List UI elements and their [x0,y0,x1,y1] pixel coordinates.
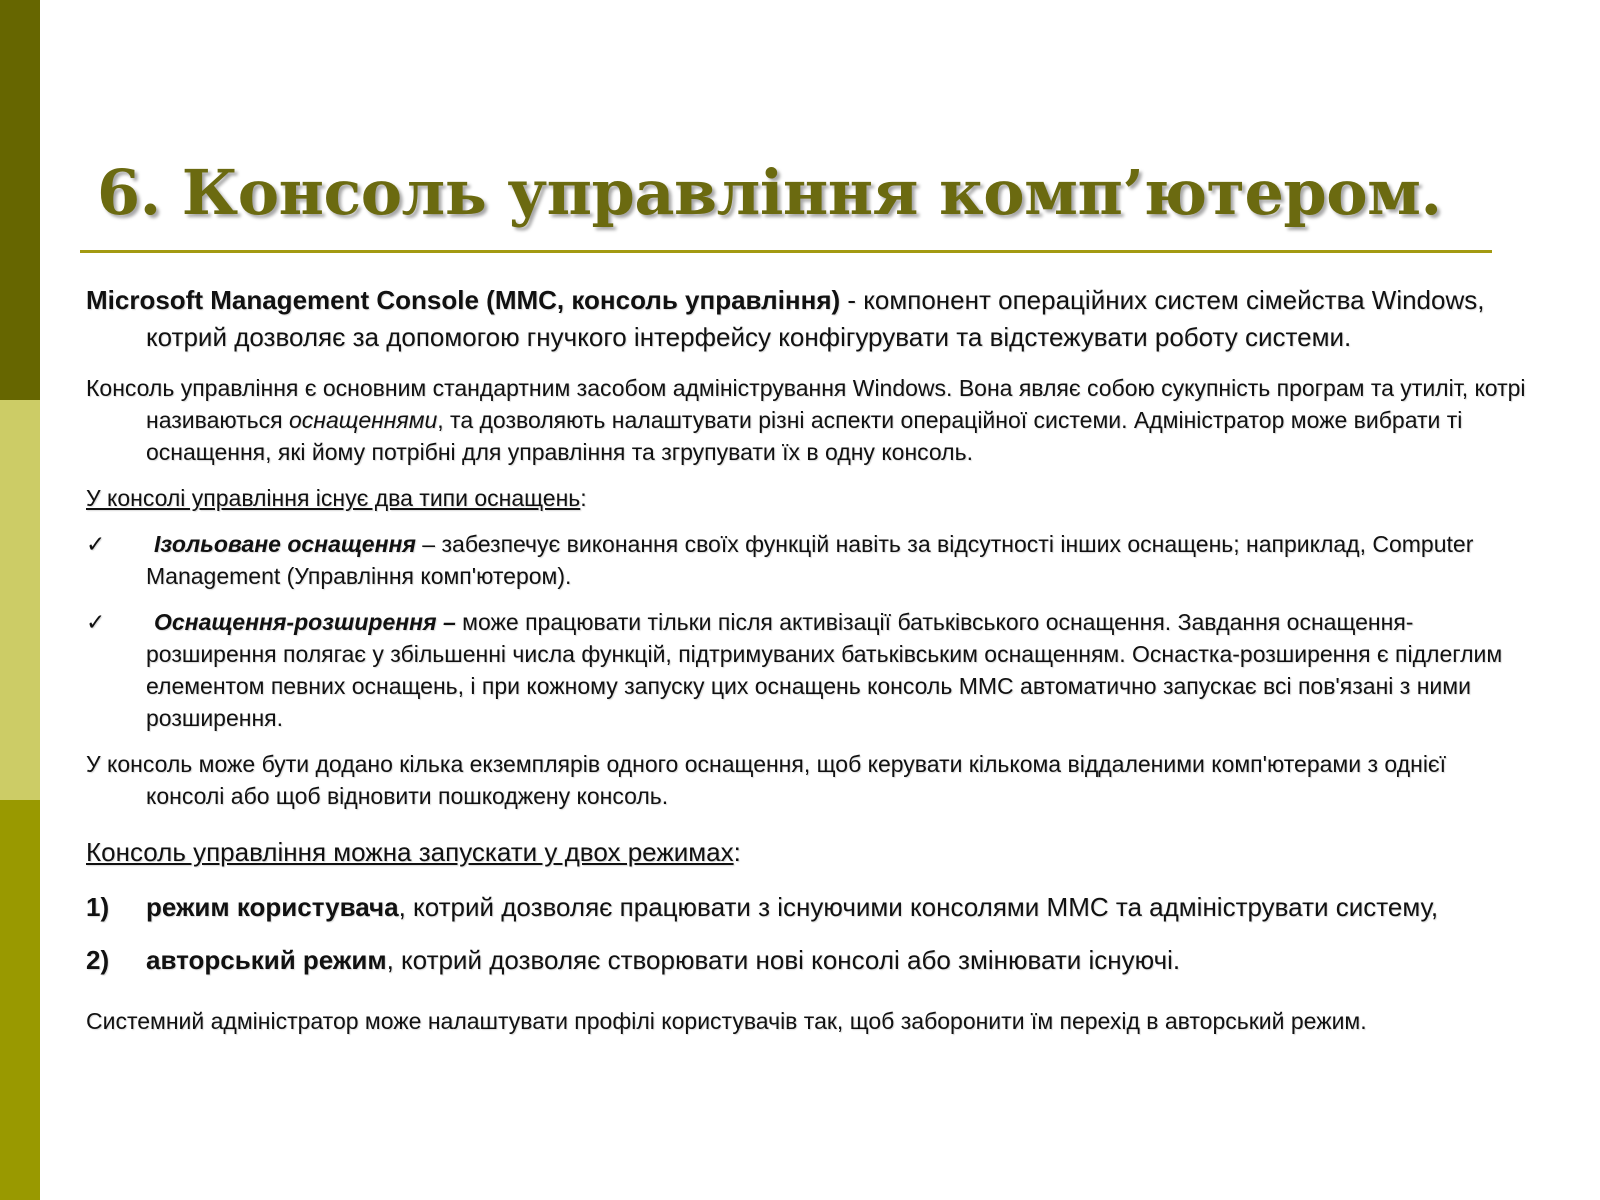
side-bar-dark [0,0,40,400]
side-bar-light [0,400,40,800]
snap-ins-term: оснащеннями [289,407,438,433]
intro-text: - компонент операційних систем сімейства Windows, котрий дозволяє за допомогою гнучкого інтерфейсу конфігурувати та відстежувати роботу системи. [146,285,1485,352]
mode-term: режим користувача [146,892,399,922]
list-item-term: Оснащення-розширення – [154,609,456,635]
checkmark-icon: ✓ [86,609,106,635]
mode-text: , котрий дозволяє працювати з існуючими консолями MMC та адмініструвати систему, [398,892,1439,922]
title-underline [80,250,1492,253]
snap-in-types-heading: У консолі управління існує два типи оснащень: [86,485,587,511]
mode-number: 1) [86,892,110,922]
checkmark-icon: ✓ [86,531,106,557]
mode-item [86,942,1526,979]
mode-number: 2) [86,945,110,975]
modes-heading: Консоль управління можна запускати у двох режимах: [86,837,741,867]
mode-term: авторський режим [146,945,387,975]
list-item-text: може працювати тільки після активізації батьківського оснащення. Завдання оснащення-розширення полягає у збільшенні числа функцій, підтримуваних батьківським оснащенням. Оснастка-розширення є підлеглим елементом певних оснащень, і при кожному запуску цих оснащень консоль MMC автоматично запускає всі пов'язані з ними розширення. [146,609,1503,731]
admin-profile-paragraph: Системний адміністратор може налаштувати профілі користувачів так, щоб заборонити їм перехід в авторський режим. [86,1008,1367,1034]
intro-paragraph [86,282,1526,356]
list-item-term: Ізольоване оснащення [154,531,416,557]
mmc-description-paragraph: Консоль управління є основним стандартним засобом адміністрування Windows. Вона являє собою сукупність програм та утиліт, котрі називаються оснащеннями, та дозволяють налаштувати різні аспекти операційної системи. Адміністратор може вибрати ті оснащення, які йому потрібні для управління та згрупувати їх в одну консоль. [86,375,1526,465]
slide-content [86,282,1526,1037]
intro-term: Microsoft Management Console (MMC, консоль управління) [86,285,841,315]
side-bar-olive [0,800,40,1200]
list-item-text: – забезпечує виконання своїх функцій навіть за відсутності інших оснащень; наприклад, Computer Management (Управління комп'ютером). [146,531,1474,589]
slide-title: 6. Консоль управління комп’ютером. [97,156,1442,229]
instances-paragraph: У консоль може бути додано кілька екземплярів одного оснащення, щоб керувати кількома віддаленими комп'ютерами з однієї консолі або щоб відновити пошкоджену консоль. [86,751,1447,809]
list-item [86,528,1526,592]
list-item [86,606,1526,734]
mode-item [86,889,1526,926]
mode-text: , котрий дозволяє створювати нові консолі або змінювати існуючі. [386,945,1181,975]
